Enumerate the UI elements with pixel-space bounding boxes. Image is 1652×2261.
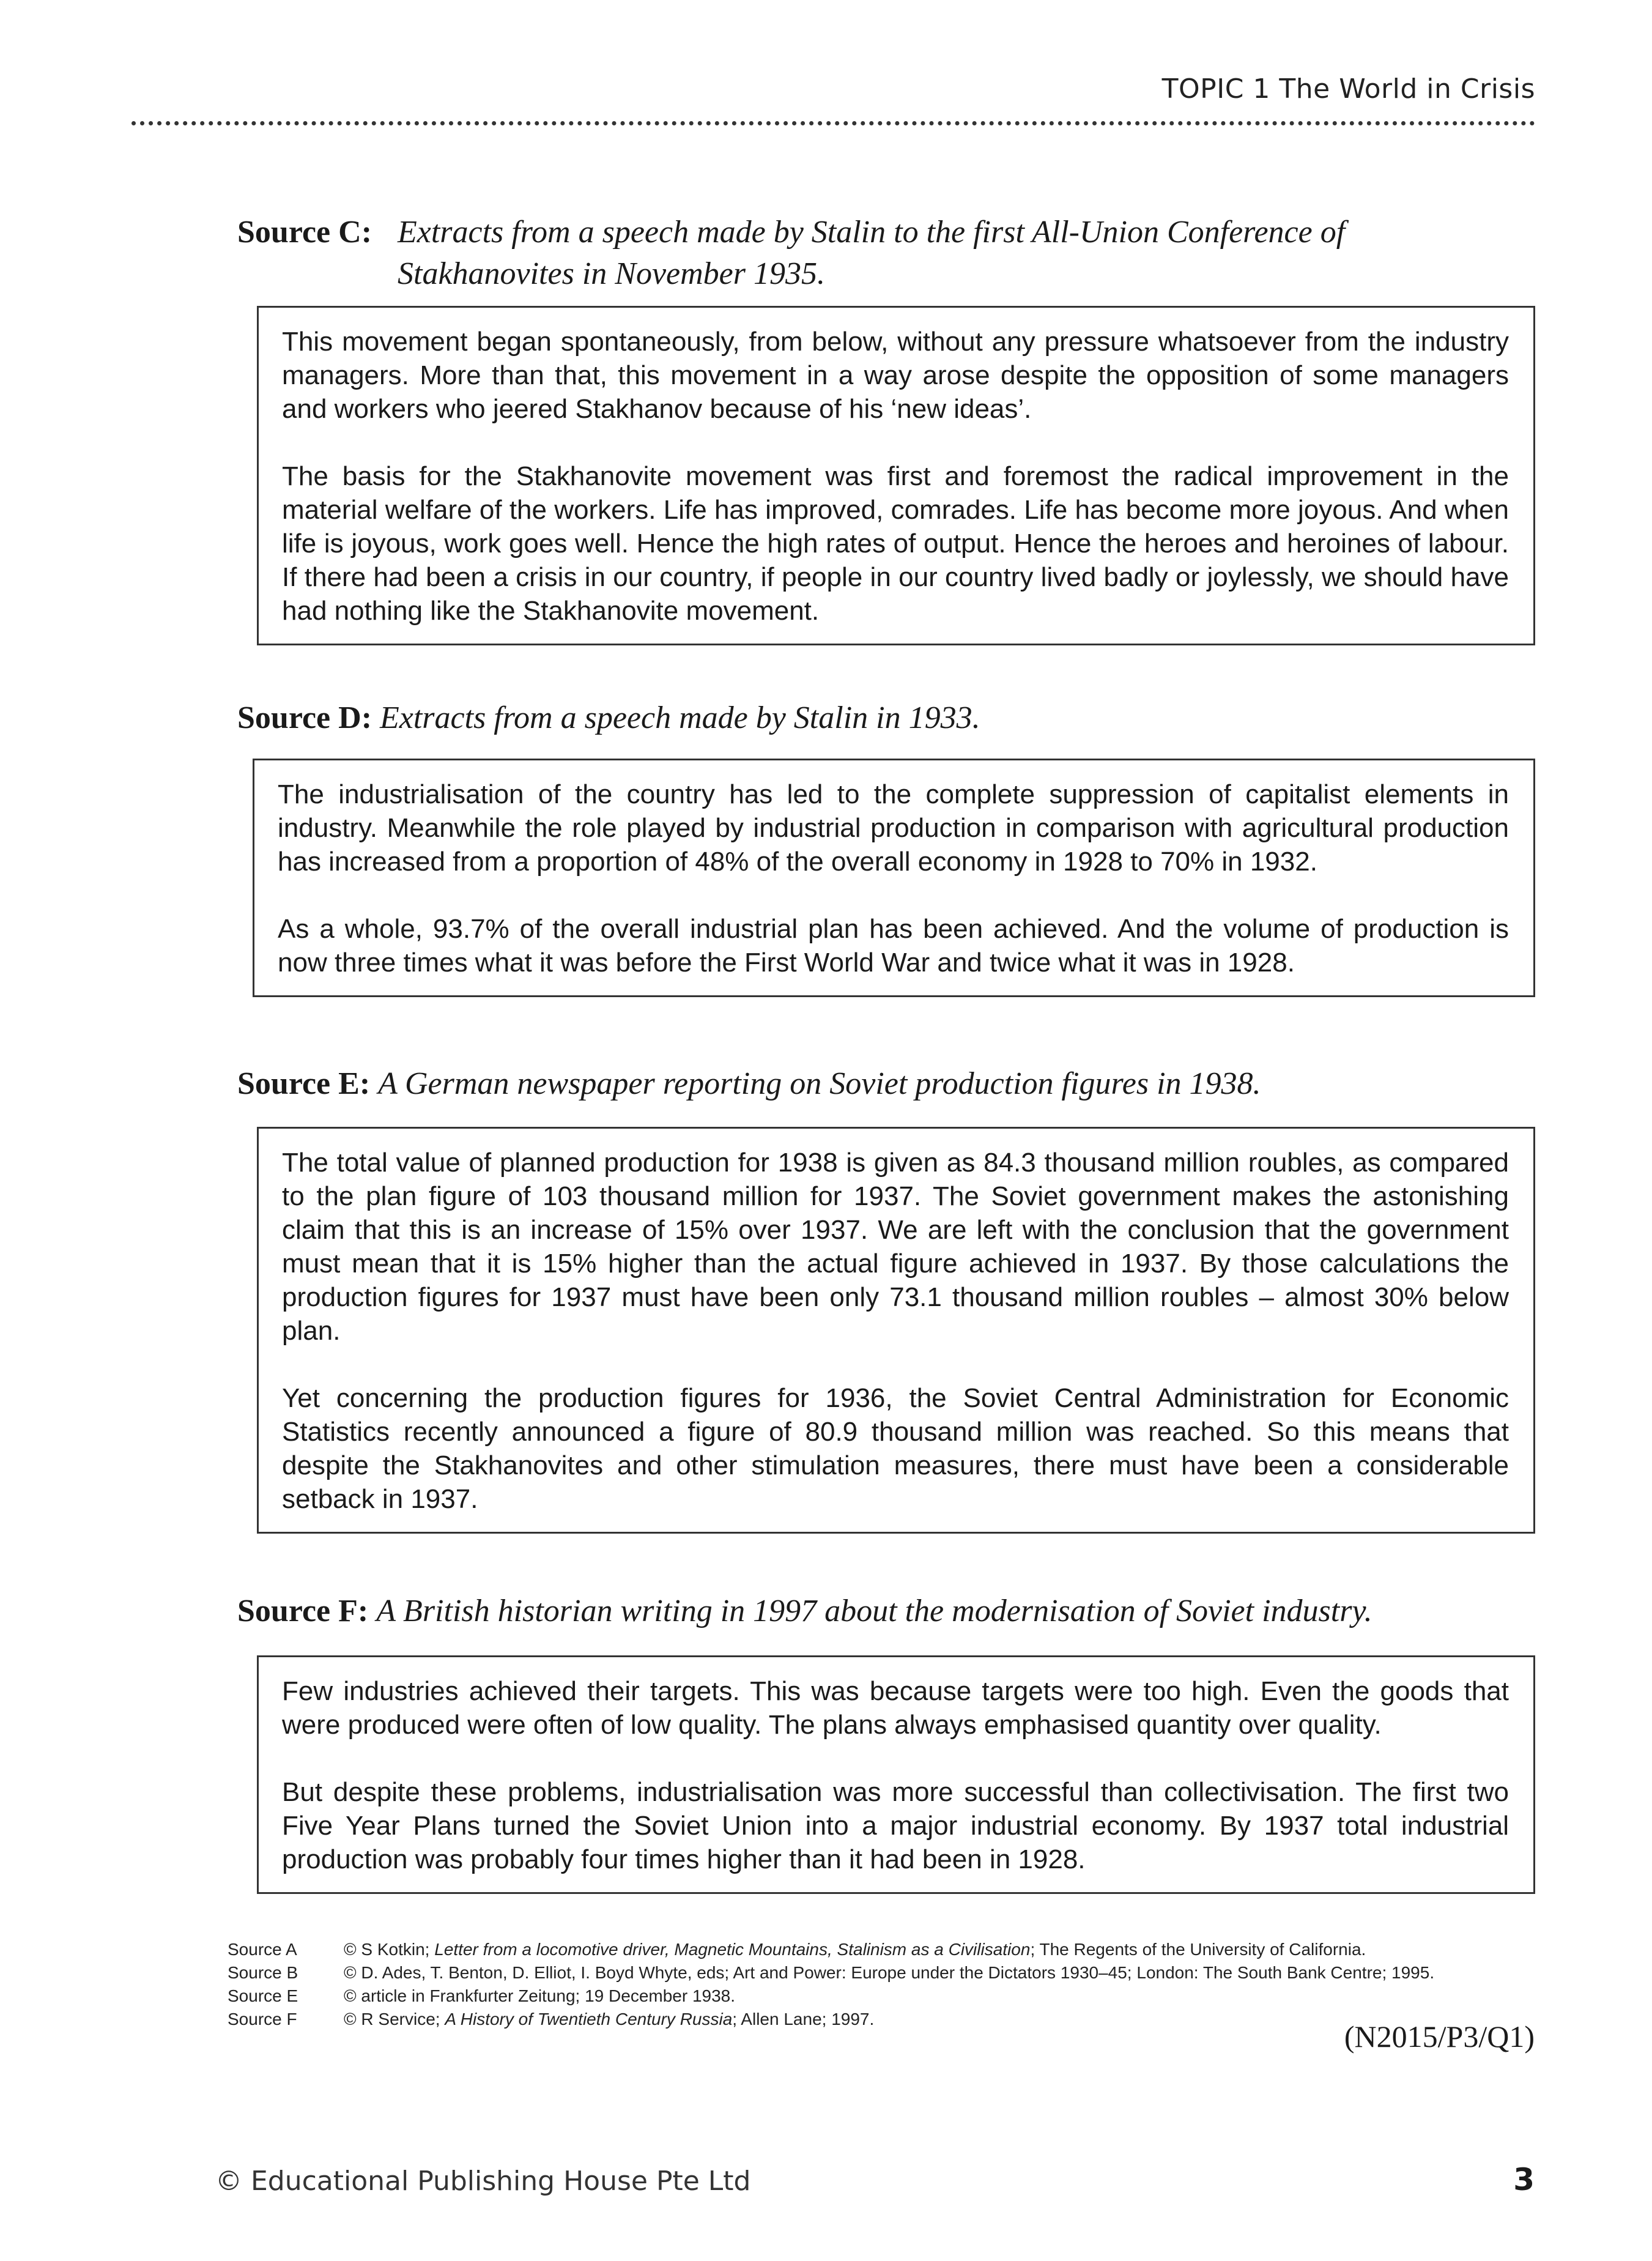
source-d-description: Extracts from a speech made by Stalin in 1933. xyxy=(380,700,980,735)
credit-row xyxy=(228,1938,1512,1961)
source-c-label: Source C: xyxy=(237,215,372,250)
credit-title: A History of Twentieth Century Russia xyxy=(445,2010,733,2029)
source-d-paragraph-1: The industrialisation of the country has led to the complete suppression of capitalist elements in industry. Meanwhile the role played by industrial production in comparison with agricultural production has increased from a proportion of 48% of the overall economy in 1928 to 70% in 1932. xyxy=(278,779,1509,877)
source-f-paragraph-2: But despite these problems, industrialisation was more successful than collectivisation. The first two Five Year Plans turned the Soviet Union into a major industrial economy. By 1937 total industrial production was probably four times higher than it had been in 1928. xyxy=(282,1777,1509,1874)
credit-text xyxy=(344,1961,1512,1984)
source-e-label: Source E: xyxy=(237,1066,371,1101)
source-f-description: A British historian writing in 1997 about the modernisation of Soviet industry. xyxy=(376,1594,1372,1628)
source-d-box xyxy=(253,759,1535,997)
credit-row xyxy=(228,2008,1512,2031)
credit-text xyxy=(344,1938,1512,1961)
source-c-paragraph-1: This movement began spontaneously, from below, without any pressure whatsoever from the industry managers. More than that, this movement in a way arose despite the opposition of some managers and workers who jeered Stakhanov because of his ‘new ideas’. xyxy=(282,327,1509,424)
credit-suffix: ; The Regents of the University of California. xyxy=(1030,1940,1366,1959)
publisher-footer: © Educational Publishing House Pte Ltd xyxy=(215,2166,751,2197)
source-c-box xyxy=(257,306,1535,645)
source-f-label: Source F: xyxy=(237,1594,369,1628)
source-f-heading xyxy=(237,1591,1534,1632)
source-e-description: A German newspaper reporting on Soviet production figures in 1938. xyxy=(378,1066,1261,1101)
question-reference: (N2015/P3/Q1) xyxy=(1344,2019,1535,2054)
source-c-paragraph-2: The basis for the Stakhanovite movement was first and foremost the radical improvement in the material welfare of the workers. Life has improved, comrades. Life has become more joyous. And when life is joyous, work goes well. Hence the high rates of output. Hence the heroes and heroines of labour. If there had been a crisis in our country, if people in our country lived badly or joylessly, we should have had nothing like the Stakhanovite movement. xyxy=(282,461,1509,626)
running-header: TOPIC 1 The World in Crisis xyxy=(1161,73,1535,105)
credit-suffix: ; Allen Lane; 1997. xyxy=(732,2010,875,2029)
credit-text xyxy=(344,2008,1512,2031)
credit-title: Letter from a locomotive driver, Magnetic Mountains, Stalinism as a Civilisation xyxy=(434,1940,1031,1959)
source-f-paragraph-1: Few industries achieved their targets. This was because targets were too high. Even the goods that were produced were often of low quality. The plans always emphasised quantity over quality. xyxy=(282,1676,1509,1740)
credit-row xyxy=(228,1984,1512,2008)
page-number: 3 xyxy=(1513,2162,1535,2197)
credit-row xyxy=(228,1961,1512,1984)
credit-prefix: © S Kotkin; xyxy=(344,1940,435,1959)
header-divider xyxy=(131,121,1535,125)
source-d-label: Source D: xyxy=(237,700,372,735)
source-e-paragraph-2: Yet concerning the production figures for 1936, the Soviet Central Administration for Economic Statistics recently announced a figure of 80.9 thousand million was reached. So this means that despite the Stakhanovites and other stimulation measures, there must have been a considerable setback in 1937. xyxy=(282,1383,1509,1514)
source-e-heading xyxy=(237,1063,1534,1105)
source-e-box xyxy=(257,1127,1535,1534)
credit-label: Source E xyxy=(228,1986,298,2005)
credit-label: Source A xyxy=(228,1940,297,1959)
credit-label: Source B xyxy=(228,1963,298,1982)
credit-prefix: © article in Frankfurter Zeitung; 19 December 1938. xyxy=(344,1986,736,2005)
credit-label: Source F xyxy=(228,2010,297,2029)
source-credits xyxy=(228,1938,1512,2031)
credit-text xyxy=(344,1984,1512,2008)
source-c-description: Extracts from a speech made by Stalin to the first All-Union Conference of Stakhanovites in November 1935. xyxy=(398,215,1346,291)
source-f-box xyxy=(257,1655,1535,1894)
source-c-heading xyxy=(237,212,1534,295)
source-d-heading xyxy=(237,697,1534,739)
credit-prefix: © R Service; xyxy=(344,2010,445,2029)
source-e-paragraph-1: The total value of planned production for 1938 is given as 84.3 thousand million roubles, as compared to the plan figure of 103 thousand million for 1937. The Soviet government makes the astonishing claim that this is an increase of 15% over 1937. We are left with the conclusion that the government must mean that it is 15% higher than the actual figure achieved in 1937. By those calculations the production figures for 1937 must have been only 73.1 thousand million roubles – almost 30% below plan. xyxy=(282,1148,1509,1346)
credit-prefix: © D. Ades, T. Benton, D. Elliot, I. Boyd Whyte, eds; Art and Power: Europe under the Dictators 1930–45; London: The South Bank Centre; 1995. xyxy=(344,1963,1435,1982)
source-d-paragraph-2: As a whole, 93.7% of the overall industrial plan has been achieved. And the volume of production is now three times what it was before the First World War and twice what it was in 1928. xyxy=(278,914,1509,978)
